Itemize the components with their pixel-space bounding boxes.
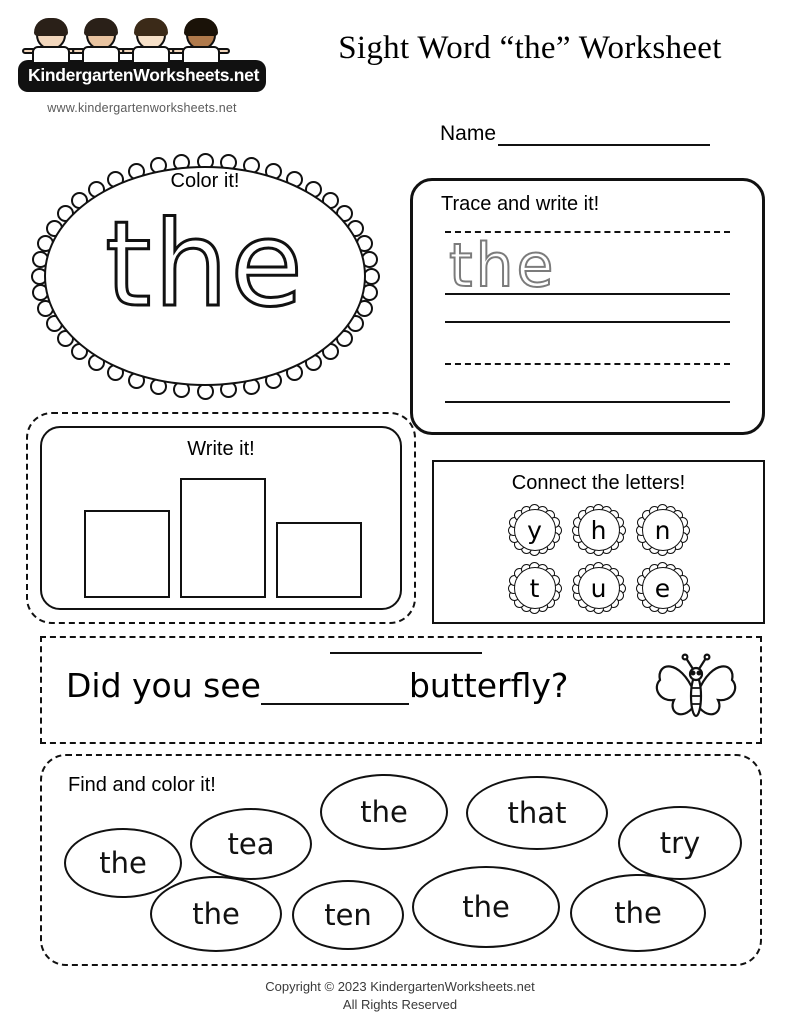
kid-figure (180, 18, 222, 64)
letter-bubble-text: e (642, 567, 684, 609)
color-it-label: Color it! (170, 170, 240, 192)
solid-baseline[interactable] (445, 401, 730, 403)
write-it-label: Write it! (187, 438, 255, 460)
footer (0, 978, 800, 1014)
letter-bubble-grid (434, 504, 763, 614)
word-oval[interactable]: that (466, 776, 608, 850)
letter-bubble[interactable] (636, 562, 690, 614)
color-it-section (30, 152, 380, 400)
write-it-box[interactable] (84, 510, 170, 598)
write-it-box[interactable] (276, 522, 362, 598)
footer-copyright: Copyright © 2023 KindergartenWorksheets.net (265, 979, 535, 994)
butterfly-icon (650, 652, 742, 730)
letter-bubble[interactable] (508, 562, 562, 614)
connect-the-letters-section (432, 460, 765, 624)
letter-bubble-row (508, 562, 690, 614)
dashed-midline (445, 363, 730, 365)
sentence-top-blank-line[interactable] (330, 652, 482, 654)
name-label: Name (440, 122, 497, 145)
find-and-color-label: Find and color it! (68, 774, 216, 796)
letter-bubble[interactable] (508, 504, 562, 556)
trace-label: Trace and write it! (441, 193, 600, 215)
write-it-box[interactable] (180, 478, 266, 598)
letter-bubble-text: h (578, 509, 620, 551)
sentence-blank[interactable] (261, 675, 409, 705)
letter-bubble-text: y (514, 509, 556, 551)
word-oval[interactable]: try (618, 806, 742, 880)
kid-figure (30, 18, 72, 64)
word-oval[interactable]: the (64, 828, 182, 898)
letter-bubble[interactable] (636, 504, 690, 556)
find-and-color-section (40, 754, 762, 966)
letter-bubble-text: t (514, 567, 556, 609)
sentence-text (66, 666, 568, 705)
site-logo[interactable] (18, 18, 278, 115)
footer-rights: All Rights Reserved (342, 997, 458, 1012)
kid-figure (80, 18, 122, 64)
letter-bubble[interactable] (572, 504, 626, 556)
sentence-before: Did you see (66, 666, 261, 705)
sentence-section (40, 636, 762, 744)
write-it-section (26, 412, 416, 624)
word-oval[interactable]: the (320, 774, 448, 850)
color-it-word[interactable]: the (105, 195, 305, 333)
dashed-midline (445, 231, 730, 233)
letter-bubble[interactable] (572, 562, 626, 614)
kid-figure (130, 18, 172, 64)
logo-wordmark-text: KindergartenWorksheets.net (28, 65, 260, 85)
word-oval[interactable]: the (570, 874, 706, 952)
connect-label: Connect the letters! (511, 472, 686, 494)
letter-bubble-row (508, 504, 690, 556)
letter-bubble-text: u (578, 567, 620, 609)
letter-bubble-text: n (642, 509, 684, 551)
word-oval[interactable]: the (412, 866, 560, 948)
kids-illustration (18, 18, 266, 66)
word-oval[interactable]: the (150, 876, 282, 952)
solid-baseline[interactable] (445, 321, 730, 323)
trace-and-write-section (410, 178, 765, 435)
name-input-line[interactable] (498, 126, 710, 146)
page-title: Sight Word “the” Worksheet (338, 30, 722, 66)
word-oval[interactable]: tea (190, 808, 312, 880)
site-url: www.kindergartenworksheets.net (47, 101, 237, 115)
sentence-after: butterfly? (408, 666, 569, 705)
word-oval[interactable]: ten (292, 880, 404, 950)
solid-baseline[interactable] (445, 293, 730, 295)
trace-word: the (449, 231, 557, 301)
name-field-row (440, 122, 760, 146)
